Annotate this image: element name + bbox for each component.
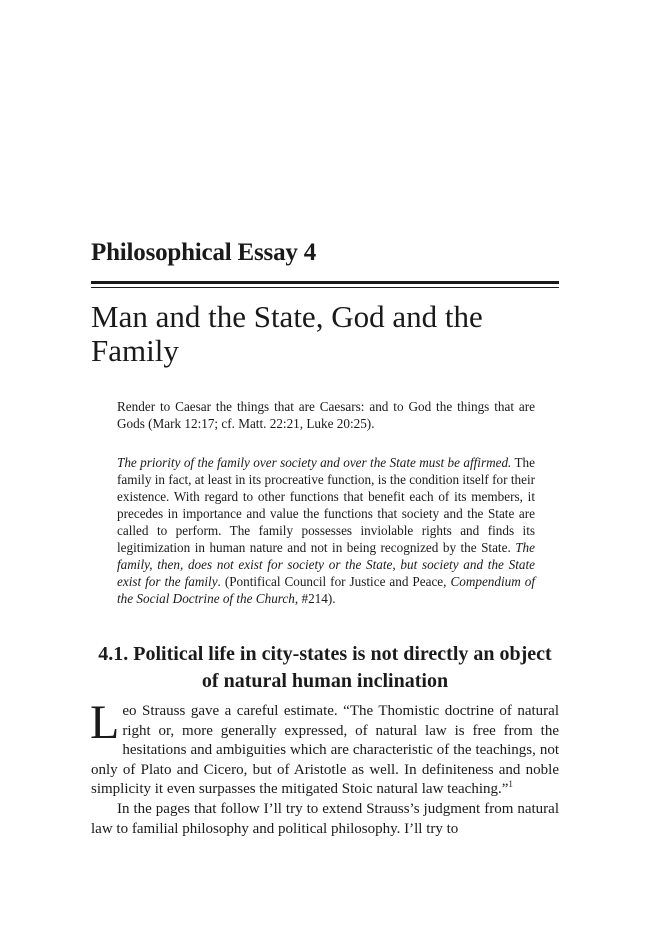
footnote-ref[interactable]: 1 <box>508 779 513 790</box>
quote-text-1: The family in fact, at least in its procreative function, is the condition itself for their existence. With regard to other functions that benefit each of its members, it precedes in importance and value the functions that society and the State are called to perform. The family possesses inviolable rights and finds its legitimization in human nature and not in being recognized by the State. <box>117 455 535 555</box>
drop-cap: L <box>90 696 120 749</box>
body-text <box>90 696 559 839</box>
section-heading: 4.1. Political life in city-states is not directly an object of natural human inclination <box>98 643 552 692</box>
quote-text-2: . (Pontifical Council for Justice and Peace, <box>217 574 451 589</box>
title-rule-thin <box>91 287 559 288</box>
compendium-quote <box>117 454 535 607</box>
epigraph-quote: Render to Caesar the things that are Caesars: and to God the things that are Gods (Mark 12:17; cf. Matt. 22:21, Luke 20:25). <box>117 399 535 431</box>
quote-italic-3: Compendium of the Social Doctrine of the Church <box>117 574 535 606</box>
essay-title: Man and the State, God and the Family <box>91 299 483 368</box>
essay-label: Philosophical Essay 4 <box>91 239 317 266</box>
title-rule-thick <box>91 281 559 284</box>
quote-italic-2: The family, then, does not exist for society or the State, but society and the State exist for the family <box>117 540 535 589</box>
body-paragraph-1 <box>90 696 559 800</box>
body-paragraph-2: In the pages that follow I’ll try to extend Strauss’s judgment from natural law to familial philosophy and political philosophy. I’ll try to <box>91 800 559 837</box>
quote-italic-1: The priority of the family over society and over the State must be affirmed. <box>117 455 512 470</box>
paragraph-1-text: eo Strauss gave a careful estimate. “The Thomistic doctrine of natural right or, more generally expressed, of natural law is free from the hesitations and ambiguities which are characteristic of the teachings, not only of Plato and Cicero, but of Aristotle as well. In definiteness and noble simplicity it even surpasses the mitigated Stoic natural law teaching.” <box>91 703 559 798</box>
quote-text-3: , #214). <box>294 591 336 606</box>
